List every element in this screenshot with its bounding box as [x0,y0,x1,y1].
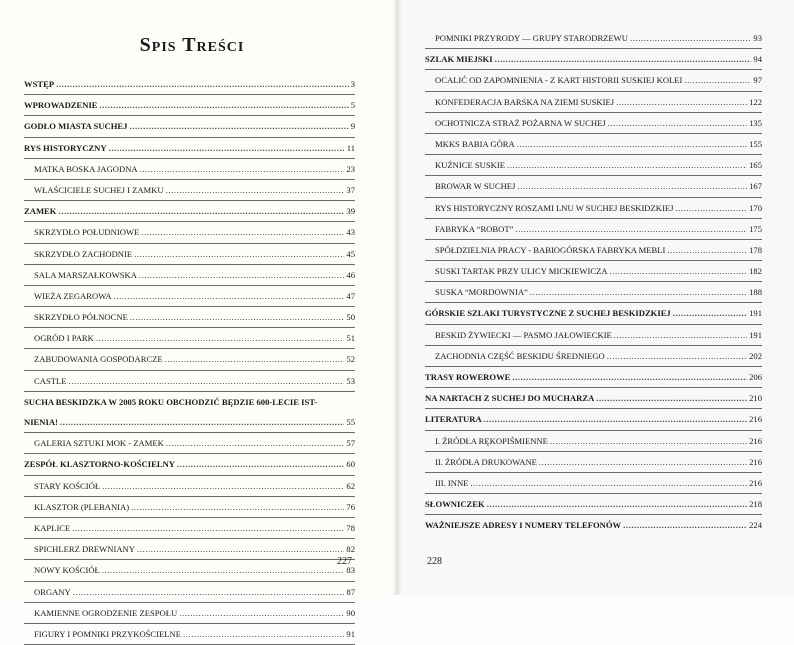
dot-leader [131,497,344,517]
toc-entry [24,560,355,581]
toc-entry-title: GALERIA SZTUKI MOK - ZAMEK [34,438,164,449]
toc-entry-title: BROWAR W SUCHEJ [435,181,516,192]
toc-entry [24,371,355,392]
dot-leader [68,371,344,391]
toc-entry-title: WŁAŚCICIELE SUCHEJ I ZAMKU [34,184,164,195]
toc-entry-page-number: 218 [749,499,762,510]
toc-entry-page-number: 37 [346,184,355,195]
dot-leader [58,201,344,221]
dot-leader [623,515,747,535]
toc-entry-page-number: 53 [346,375,355,386]
dot-leader [140,159,345,179]
toc-entry-page-number: 224 [749,520,762,531]
dot-leader [610,261,748,281]
dot-leader [60,412,345,432]
dot-leader [114,286,345,306]
toc-entry-title: III. INNE [435,477,469,488]
toc-entry [24,454,355,475]
toc-entry-title: NOWY KOŚCIÓŁ [34,565,100,576]
toc-entry [24,412,355,433]
toc-entry-page-number: 82 [346,544,355,555]
dot-leader [673,303,747,323]
toc-entry-page-number: 47 [346,290,355,301]
toc-entry-title: KUŹNICE SUSKIE [435,160,505,171]
right-page [397,0,794,595]
toc-entry [425,155,762,176]
dot-leader [512,367,747,387]
toc-entry-page-number: 11 [346,142,355,153]
toc-entry [24,138,355,159]
toc-entry-page-number: 135 [749,117,762,128]
toc-entry [425,28,762,49]
toc-entry-page-number: 83 [346,565,355,576]
toc-entry-page-number: 122 [749,96,762,107]
toc-entry [425,367,762,388]
toc-entry-title: ORGANY [34,586,71,597]
toc-entry-title: WSTĘP [24,79,55,89]
toc-list-right [425,28,762,536]
toc-entry [425,494,762,515]
toc-entry-page-number: 216 [749,435,762,446]
toc-entry [425,388,762,409]
toc-entry-page-number: 76 [346,501,355,512]
toc-entry-page-number: 39 [346,206,355,217]
toc-entry [24,603,355,624]
toc-entry-title: II. ŹRÓDŁA DRUKOWANE [435,456,537,467]
dot-leader [675,198,747,218]
toc-entry-title: NIENIA! [24,417,58,427]
toc-entry [24,95,355,116]
dot-leader [607,346,747,366]
toc-entry [24,286,355,307]
dot-leader [507,155,747,175]
dot-leader [72,518,344,538]
toc-entry [425,49,762,70]
toc-entry-page-number: 97 [753,75,762,86]
toc-entry-page-number: 216 [749,414,762,425]
dot-leader [539,452,747,472]
toc-entry [24,328,355,349]
toc-entry [425,176,762,197]
dot-leader [630,28,751,48]
toc-entry-title: ZAMEK [24,206,57,217]
toc-entry-page-number: 216 [749,477,762,488]
toc-entry-title: SPICHLERZ DREWNIANY [34,544,135,555]
dot-leader [100,95,349,115]
toc-entry-title: SPÓŁDZIELNIA PRACY - BABIOGÓRSKA FABRYKA MEBLI [435,244,666,255]
toc-entry-page-number: 55 [346,417,355,427]
toc-entry-page-number: 9 [350,121,355,132]
dot-leader [616,92,747,112]
toc-entry-title: KLASZTOR (PLEBANIA) [34,501,130,512]
toc-entry-page-number: 45 [346,248,355,259]
dot-leader [166,433,345,453]
dot-leader [515,219,747,239]
dot-leader [96,328,345,348]
toc-entry-title: STARY KOŚCIÓŁ [34,480,101,491]
toc-entry [425,303,762,324]
dot-leader [130,307,345,327]
toc-entry-page-number: 78 [346,522,355,533]
toc-entry-title: OCALIĆ OD ZAPOMNIENIA - Z KART HISTORII SUSKIEJ KOLEI [435,75,683,86]
book-gutter [392,0,402,595]
toc-entry [24,476,355,497]
dot-leader [495,49,752,69]
page-title: Spis Treści [139,34,245,56]
toc-entry-title: CASTLE [34,375,67,386]
toc-list-left [24,74,355,645]
toc-entry-title: SUCHA BESKIDZKA W 2005 ROKU OBCHODZIĆ BĘDZIE 600-LECIE IST- [24,396,318,407]
toc-entry [425,473,762,494]
toc-entry-page-number: 90 [346,607,355,618]
toc-entry-page-number: 57 [346,438,355,449]
toc-entry [24,582,355,603]
toc-entry-title: SUSKI TARTAK PRZY ULICY MICKIEWICZA [435,266,608,277]
toc-entry-page-number: 43 [346,227,355,238]
toc-entry-title: SUSKA “MORDOWNIA” [435,287,528,298]
dot-leader [614,325,747,345]
page-number-left: 227 [337,556,352,567]
toc-entry-page-number: 87 [346,586,355,597]
toc-entry [24,265,355,286]
toc-entry-page-number: 202 [749,350,762,361]
toc-entry-page-number: 3 [350,79,355,89]
page-number-right: 228 [427,556,442,567]
dot-leader [137,539,344,559]
toc-entry [425,92,762,113]
toc-entry-title: SZLAK MIEJSKI [425,54,493,65]
toc-entry-title: SALA MARSZAŁKOWSKA [34,269,137,280]
toc-entry [425,70,762,91]
toc-entry-title: POMNIKI PRZYRODY — GRUPY STARODRZEWU [435,33,628,43]
dot-leader [517,134,747,154]
dot-leader [102,560,345,580]
dot-leader [470,473,747,493]
dot-leader [73,582,345,602]
toc-entry-title: ZESPÓŁ KLASZTORNO-KOŚCIELNY [24,459,175,470]
dot-leader [134,244,344,264]
toc-entry-title: SŁOWNICZEK [425,499,485,510]
toc-entry [24,392,355,412]
toc-entry [425,261,762,282]
toc-entry-title: FIGURY I POMNIKI PRZYKOŚCIELNE [34,628,181,639]
toc-entry-page-number: 50 [346,312,355,323]
toc-entry-page-number: 165 [749,160,762,171]
toc-entry-title: WIEŻA ZEGAROWA [34,290,112,301]
dot-leader [183,624,344,644]
toc-entry-page-number: 93 [753,33,762,43]
left-page [0,0,397,639]
toc-entry-page-number: 52 [346,354,355,365]
dot-leader [165,349,345,369]
dot-leader [550,431,747,451]
toc-entry [24,518,355,539]
toc-entry-page-number: 5 [350,100,355,111]
toc-entry [24,244,355,265]
toc-entry-page-number: 175 [749,223,762,234]
toc-entry-page-number: 91 [346,628,355,639]
toc-entry-page-number: 191 [749,329,762,340]
toc-entry-title: WPROWADZENIE [24,100,98,111]
toc-entry [24,116,355,137]
toc-entry [24,74,355,95]
toc-entry-title: KAMIENNE OGRODZENIE ZESPOŁU [34,607,178,618]
toc-entry-page-number: 94 [753,54,762,65]
toc-entry-title: ZABUDOWANIA GOSPODARCZE [34,354,163,365]
toc-entry-page-number: 188 [749,287,762,298]
dot-leader [484,409,747,429]
toc-entry-title: KAPLICE [34,522,71,533]
toc-entry-page-number: 178 [749,244,762,255]
toc-entry [425,515,762,535]
dot-leader [56,74,349,94]
dot-leader [177,454,344,474]
toc-entry-page-number: 167 [749,181,762,192]
toc-entry-page-number: 216 [749,456,762,467]
toc-entry [425,134,762,155]
dot-leader [139,265,345,285]
toc-entry [24,433,355,454]
toc-entry [425,409,762,430]
toc-entry [425,282,762,303]
toc-entry-title: OGRÓD I PARK [34,333,94,344]
toc-entry-title: GÓRSKIE SZLAKI TURYSTYCZNE Z SUCHEJ BESKIDZKIEJ [425,308,671,319]
toc-entry-title: KONFEDERACJA BARSKA NA ZIEMI SUSKIEJ [435,96,615,107]
toc-entry-page-number: 62 [346,480,355,491]
toc-entry [24,159,355,180]
toc-entry-title: RYS HISTORYCZNY [24,142,107,153]
dot-leader [530,282,747,302]
toc-entry [425,240,762,261]
toc-entry-title: MKKS BABIA GÓRA [435,138,515,149]
toc-entry-title: RYS HISTORYCZNY ROSZAMI LNU W SUCHEJ BESKIDZKIEJ [435,202,674,213]
toc-entry-page-number: 155 [749,138,762,149]
dot-leader [166,180,345,200]
toc-entry-page-number: 206 [749,372,762,382]
toc-entry [425,452,762,473]
toc-entry-page-number: 23 [346,163,355,174]
toc-entry [24,539,355,560]
dot-leader [102,476,344,496]
toc-entry [425,219,762,240]
dot-leader [141,222,344,242]
dot-leader [667,240,747,260]
toc-entry [24,180,355,201]
dot-leader [129,116,348,136]
toc-entry [425,346,762,367]
toc-entry-title: LITERATURA [425,414,482,425]
toc-entry-title: GODŁO MIASTA SUCHEJ [24,121,128,132]
toc-entry-title: ZACHODNIA CZĘŚĆ BESKIDU ŚREDNIEGO [435,350,605,361]
toc-entry-page-number: 210 [749,393,762,404]
toc-entry [24,307,355,328]
toc-entry-page-number: 51 [346,333,355,344]
toc-entry [24,201,355,222]
dot-leader [179,603,344,623]
toc-entry [425,113,762,134]
toc-entry [425,431,762,452]
toc-entry-title: WAŻNIEJSZE ADRESY I NUMERY TELEFONÓW [425,520,622,531]
toc-entry-title: NA NARTACH Z SUCHEJ DO MUCHARZA [425,393,595,404]
toc-entry-page-number: 191 [749,308,762,319]
toc-entry [24,349,355,370]
toc-entry [425,325,762,346]
toc-entry-title: BESKID ŻYWIECKI — PASMO JAŁOWIECKIE [435,329,612,340]
toc-entry-title: TRASY ROWEROWE [425,372,511,382]
toc-entry-title: OCHOTNICZA STRAŻ POŻARNA W SUCHEJ [435,117,606,128]
dot-leader [487,494,747,514]
toc-entry-page-number: 170 [749,202,762,213]
dot-leader [517,176,747,196]
toc-entry-title: MATKA BOSKA JAGODNA [34,163,138,174]
toc-entry [24,497,355,518]
toc-entry [24,624,355,645]
toc-entry [24,222,355,243]
dot-leader [608,113,747,133]
toc-entry-title: SKRZYDŁO PÓŁNOCNE [34,312,128,323]
toc-entry-title: SKRZYDŁO ZACHODNIE [34,248,133,259]
dot-leader [109,138,345,158]
toc-entry-page-number: 46 [346,269,355,280]
toc-entry-page-number: 182 [749,266,762,277]
dot-leader [596,388,747,408]
toc-entry-title: FABRYKA “ROBOT” [435,223,514,234]
toc-entry-title: I. ŹRÓDŁA RĘKOPIŚMIENNE [435,435,548,446]
dot-leader [684,70,751,90]
toc-entry-title: SKRZYDŁO POŁUDNIOWE [34,227,140,238]
toc-entry [425,198,762,219]
toc-entry-page-number: 60 [346,459,355,470]
